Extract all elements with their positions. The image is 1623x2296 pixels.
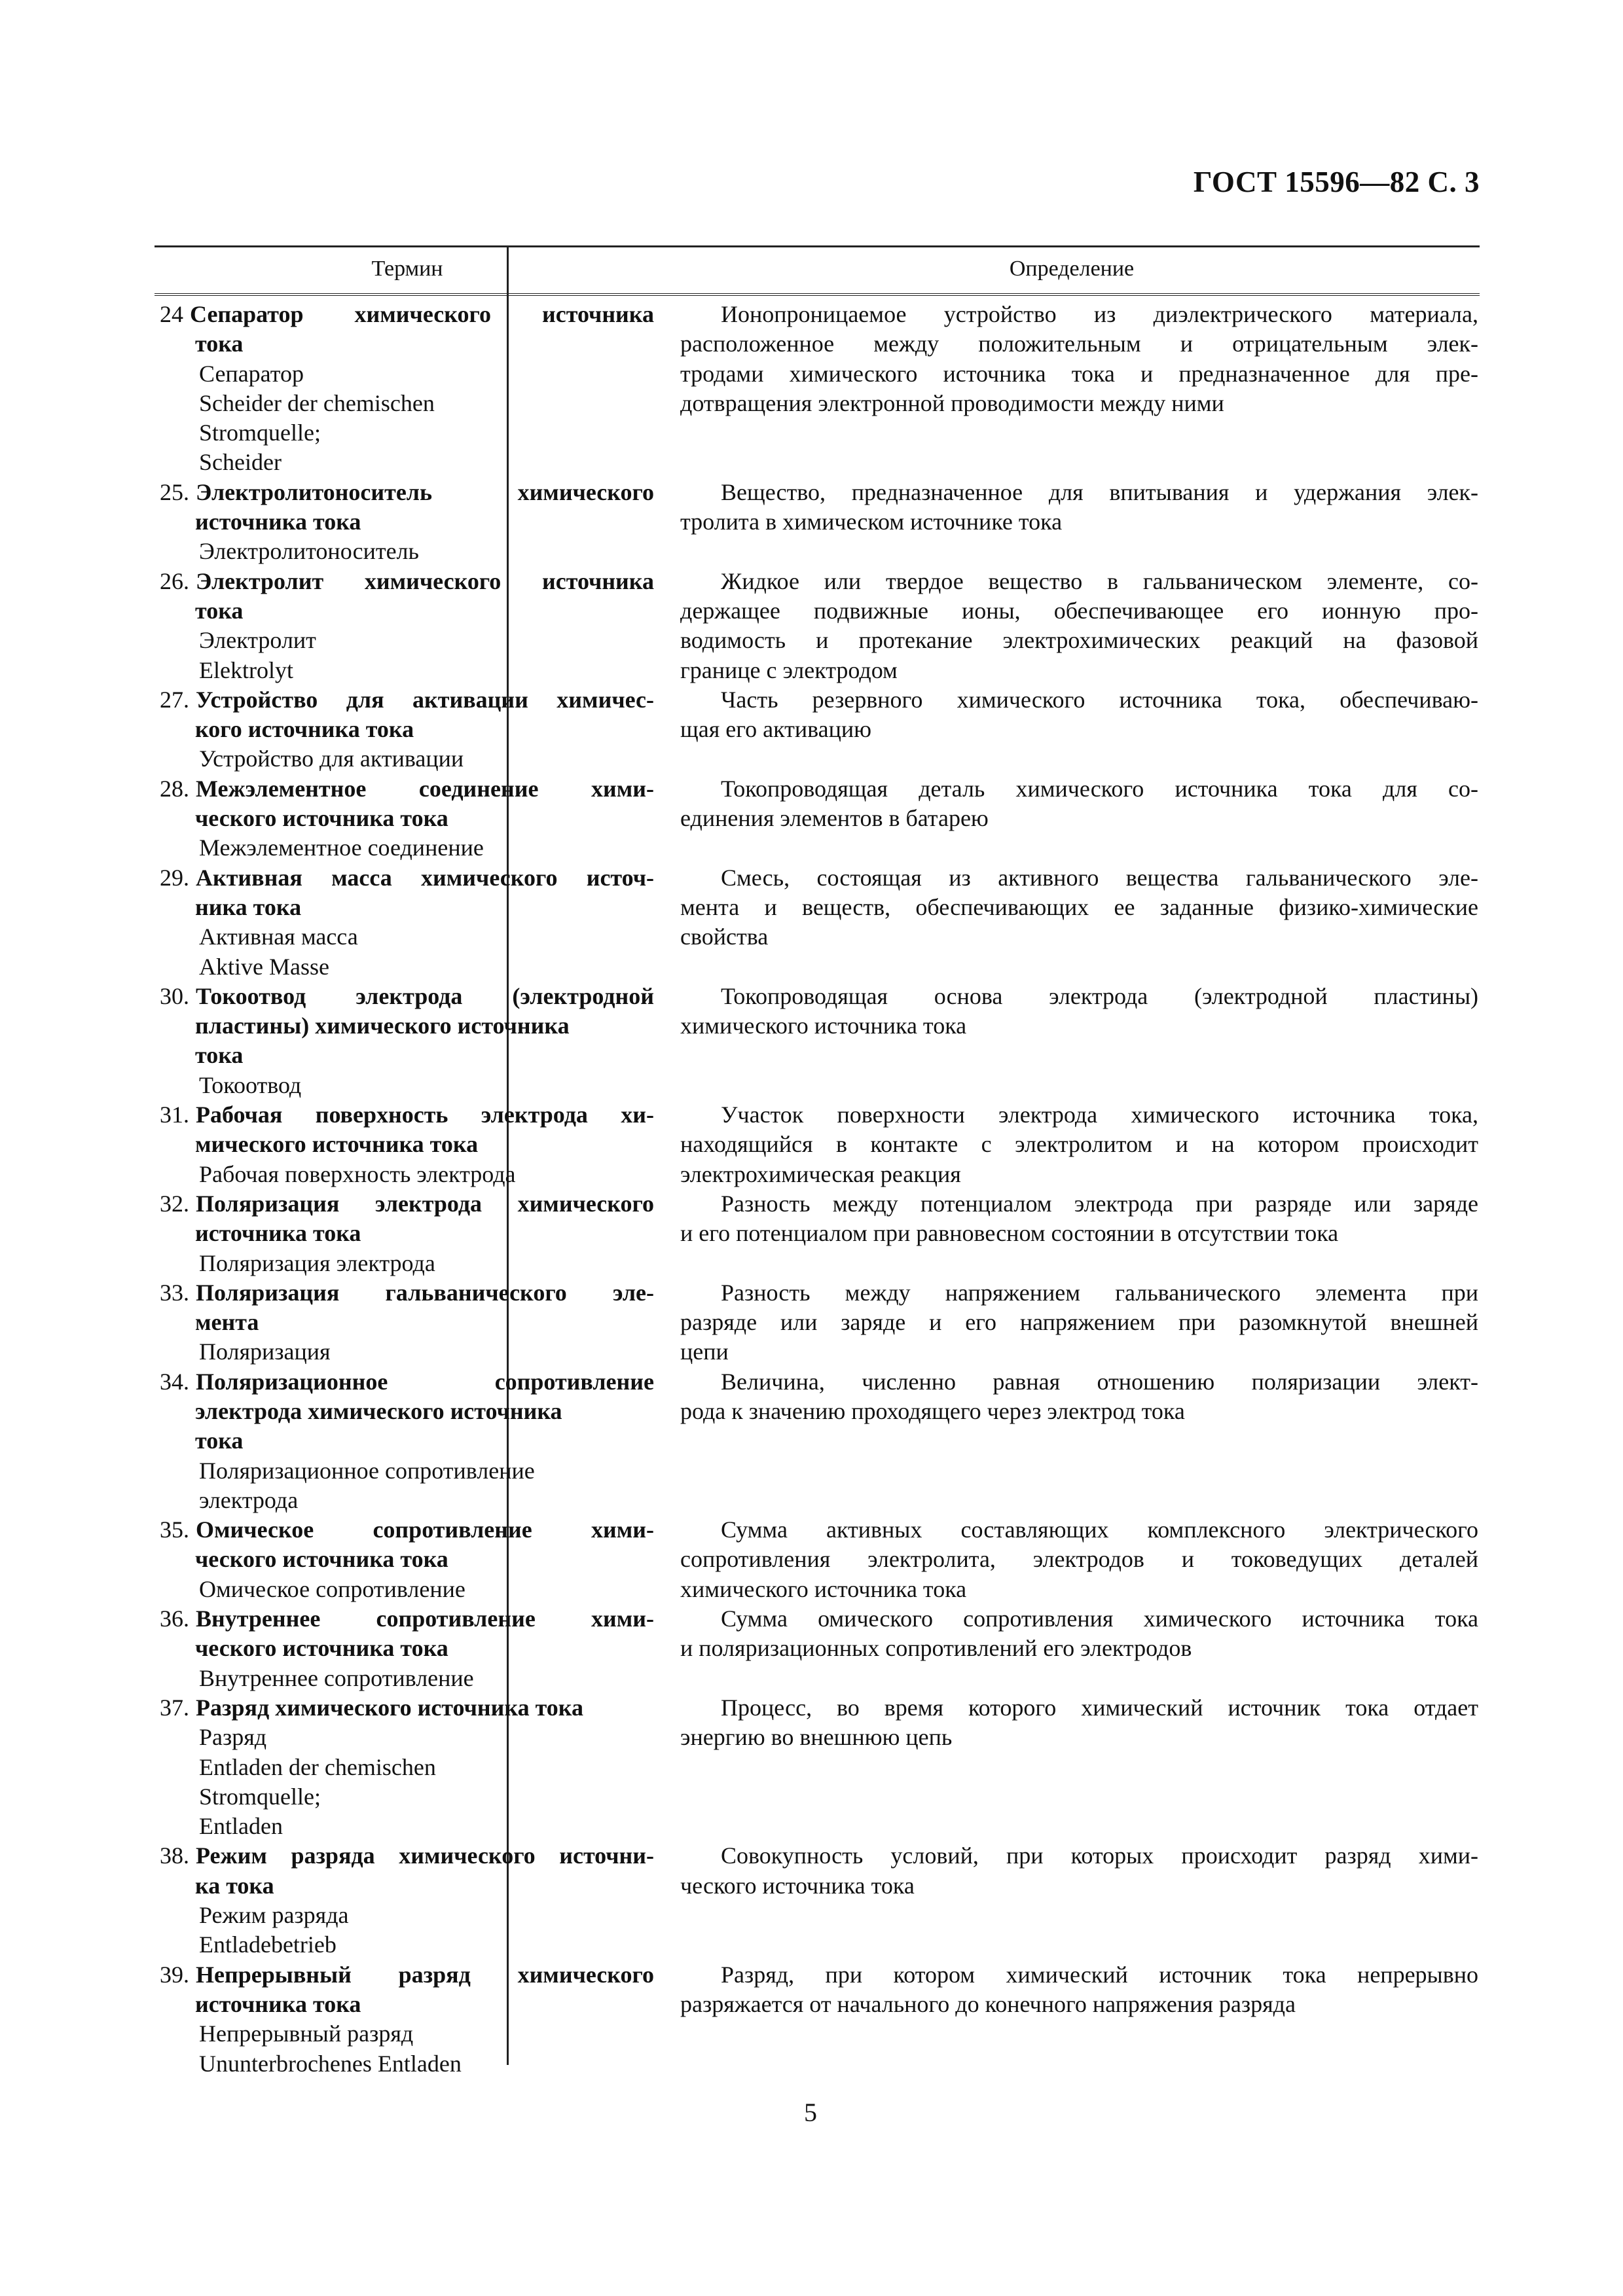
definition-line: Жидкое или твердое вещество в гальваническом элементе, со- (721, 567, 1478, 594)
definition-line: Токопроводящая деталь химического источника тока для со- (721, 775, 1478, 802)
table-row (155, 1189, 1480, 1278)
term-synonym: Сепаратор (199, 360, 304, 387)
table-row (155, 1841, 1480, 1960)
term-synonym: Устройство для активации (199, 745, 464, 772)
definition-cell (662, 567, 1480, 685)
term-cell (155, 982, 662, 1100)
term-title: Разряд химического источника тока (196, 1694, 583, 1721)
term-title: Электролит химического источника (196, 567, 654, 594)
table-row (155, 1693, 1480, 1841)
definition-line: Разность между потенциалом электрода при разряде или заряде (721, 1190, 1478, 1217)
term-synonym: Межэлементное соединение (199, 834, 484, 861)
term-number: 32. (160, 1190, 189, 1217)
definition-line: и поляризационных сопротивлений его электродов (680, 1635, 1192, 1662)
term-number: 36. (160, 1605, 189, 1632)
term-number: 34. (160, 1368, 189, 1395)
definition-cell (662, 982, 1480, 1100)
table-row (155, 1278, 1480, 1367)
definition-line: Величина, численно равная отношению поляризации элект- (721, 1368, 1478, 1395)
definition-line: химического источника тока (680, 1013, 967, 1039)
definition-line: Вещество, предназначенное для впитывания и удержания элек- (721, 478, 1478, 505)
table-row (155, 1604, 1480, 1693)
table-row (155, 478, 1480, 567)
definition-line: цепи (680, 1338, 729, 1365)
term-number: 33. (160, 1279, 189, 1306)
definition-line: разряде или заряде и его напряжением при разомкнутой внешней (680, 1309, 1478, 1336)
definition-line: тролита в химическом источнике тока (680, 509, 1063, 535)
term-cell (155, 1189, 662, 1278)
term-number: 26. (160, 567, 189, 594)
definition-cell (662, 1604, 1480, 1693)
terms-table (155, 245, 1480, 296)
definition-line: разряжается от начального до конечного напряжения разряда (680, 1990, 1296, 2017)
term-title-continued: мента (195, 1309, 259, 1336)
term-cell (155, 774, 662, 863)
term-cell (155, 1100, 662, 1189)
definition-cell (662, 1693, 1480, 1841)
definition-line: ческого источника тока (680, 1872, 915, 1899)
term-synonym: Поляризационное сопротивление (199, 1457, 535, 1484)
definition-line: Участок поверхности электрода химического источника тока, (721, 1102, 1478, 1128)
term-title-continued: мического источника тока (195, 1131, 479, 1158)
term-cell (155, 300, 662, 478)
term-synonym: Омическое сопротивление (199, 1575, 465, 1602)
table-row (155, 567, 1480, 685)
term-synonym: Режим разряда (199, 1902, 349, 1929)
term-synonym: Elektrolyt (199, 656, 293, 683)
term-synonym: Scheider (199, 449, 282, 476)
definition-line: Разряд, при котором химический источник тока непрерывно (721, 1961, 1478, 1988)
term-number: 38. (160, 1842, 189, 1869)
term-synonym: Stromquelle; (199, 420, 321, 446)
term-title-continued: ника тока (195, 893, 302, 920)
term-title: Режим разряда химического источни- (196, 1842, 654, 1869)
term-number: 27. (160, 686, 189, 713)
definition-line: Разность между напряжением гальванического элемента при (721, 1279, 1478, 1306)
definition-line: химического источника тока (680, 1575, 967, 1602)
definition-line: единения элементов в батарею (680, 805, 989, 832)
table-header (155, 245, 1480, 296)
definition-cell (662, 1367, 1480, 1515)
term-title: Поляризационное сопротивление (196, 1368, 654, 1395)
definition-line: тродами химического источника тока и предназначенное для пре- (680, 360, 1478, 387)
term-cell (155, 478, 662, 567)
term-cell (155, 863, 662, 982)
definition-line: мента и веществ, обеспечивающих ее заданные физико-химические (680, 893, 1478, 920)
term-synonym: Stromquelle; (199, 1783, 321, 1810)
table-row (155, 1960, 1480, 2079)
term-title: Токоотвод электрода (электродной (196, 982, 654, 1009)
definition-cell (662, 1960, 1480, 2079)
definition-line: Совокупность условий, при которых происходит разряд хими- (721, 1842, 1478, 1869)
term-title-continued: ка тока (195, 1872, 274, 1899)
document-code-header: ГОСТ 15596—82 С. 3 (1193, 166, 1480, 198)
term-title-continued: тока (195, 1042, 244, 1069)
definition-cell (662, 863, 1480, 982)
term-synonym: Aktive Masse (199, 953, 329, 980)
definition-line: Процесс, во время которого химический источник тока отдает (721, 1694, 1478, 1721)
term-title: Сепаратор химического источника (190, 301, 654, 327)
definition-line: границе с электродом (680, 656, 898, 683)
term-synonym: Активная масса (199, 924, 358, 950)
term-synonym: Scheider der chemischen (199, 389, 435, 416)
term-synonym: Электролит (199, 627, 316, 654)
definition-line: Токопроводящая основа электрода (электродной пластины) (721, 982, 1478, 1009)
table-row (155, 982, 1480, 1100)
definition-line: энергию во внешнюю цепь (680, 1724, 953, 1751)
definition-cell (662, 1278, 1480, 1367)
definition-cell (662, 1841, 1480, 1960)
definition-line: расположенное между положительным и отрицательным элек- (680, 331, 1478, 357)
term-synonym: Ununterbrochenes Entladen (199, 2050, 462, 2077)
term-synonym: Разряд (199, 1724, 267, 1751)
term-synonym: Рабочая поверхность электрода (199, 1160, 516, 1187)
table-body (155, 300, 1480, 2079)
term-title-continued: источника тока (195, 509, 361, 535)
term-synonym: Поляризация электрода (199, 1249, 435, 1276)
page-number: 5 (804, 2098, 817, 2127)
term-synonym: Entladebetrieb (199, 1931, 337, 1958)
term-title-continued: электрода химического источника (195, 1397, 562, 1424)
definition-line: Сумма активных составляющих комплексного электрического (721, 1516, 1478, 1543)
definition-cell (662, 1189, 1480, 1278)
definition-line: рода к значению проходящего через электрод тока (680, 1397, 1185, 1424)
table-row (155, 1515, 1480, 1604)
definition-cell (662, 478, 1480, 567)
term-title-continued: тока (195, 597, 244, 624)
term-synonym: Электролитоноситель (199, 538, 419, 565)
definition-line: электрохимическая реакция (680, 1160, 961, 1187)
term-title: Непрерывный разряд химического (196, 1961, 654, 1988)
term-cell (155, 1693, 662, 1841)
term-cell (155, 567, 662, 685)
term-title: Поляризация электрода химического (196, 1190, 654, 1217)
table-row (155, 863, 1480, 982)
definition-line: Ионопроницаемое устройство из диэлектрического материала, (721, 301, 1478, 327)
term-title: Омическое сопротивление хими- (196, 1516, 654, 1543)
term-title-continued: источника тока (195, 1220, 361, 1247)
term-cell (155, 1841, 662, 1960)
term-title-continued: источника тока (195, 1990, 361, 2017)
definition-line: Смесь, состоящая из активного вещества гальванического эле- (721, 864, 1478, 891)
term-title: Активная масса химического источ- (196, 864, 654, 891)
column-header-term: Термин (371, 257, 443, 281)
definition-line: Сумма омического сопротивления химического источника тока (721, 1605, 1478, 1632)
definition-line: и его потенциалом при равновесном состоянии в отсутствии тока (680, 1220, 1339, 1247)
term-title-continued: тока (195, 1427, 244, 1454)
term-number: 25. (160, 478, 189, 505)
term-number: 37. (160, 1694, 189, 1721)
term-cell (155, 1515, 662, 1604)
table-row (155, 774, 1480, 863)
term-title: Устройство для активации химичес- (196, 686, 654, 713)
term-number: 39. (160, 1961, 189, 1988)
term-number: 35. (160, 1516, 189, 1543)
term-synonym: Токоотвод (199, 1071, 302, 1098)
term-title-continued: тока (195, 331, 244, 357)
term-title: Электролитоноситель химического (196, 478, 654, 505)
term-synonym: Entladen (199, 1813, 283, 1840)
term-number: 28. (160, 775, 189, 802)
column-header-definition: Определение (1009, 257, 1135, 281)
term-synonym: Непрерывный разряд (199, 2020, 414, 2047)
definition-line: щая его активацию (680, 716, 872, 743)
term-title-continued: ческого источника тока (195, 1635, 448, 1662)
term-cell (155, 685, 662, 774)
table-row (155, 1100, 1480, 1189)
table-row (155, 1367, 1480, 1515)
term-title: Рабочая поверхность электрода хи- (196, 1102, 654, 1128)
term-cell (155, 1278, 662, 1367)
term-number: 30. (160, 982, 189, 1009)
term-synonym: Поляризация (199, 1338, 331, 1365)
term-synonym: Entladen der chemischen (199, 1753, 436, 1780)
term-cell (155, 1367, 662, 1515)
term-cell (155, 1960, 662, 2079)
term-title-continued: ческого источника тока (195, 1546, 448, 1573)
definition-line: держащее подвижные ионы, обеспечивающее его ионную про- (680, 597, 1478, 624)
definition-cell (662, 685, 1480, 774)
definition-line: свойства (680, 924, 769, 950)
definition-line: Часть резервного химического источника тока, обеспечиваю- (721, 686, 1478, 713)
term-number: 31. (160, 1102, 189, 1128)
table-row (155, 300, 1480, 478)
term-title: Межэлементное соединение хими- (196, 775, 654, 802)
definition-line: водимость и протекание электрохимических реакций на фазовой (680, 627, 1478, 654)
definition-line: сопротивления электролита, электродов и токоведущих деталей (680, 1546, 1478, 1573)
definition-line: дотвращения электронной проводимости между ними (680, 389, 1224, 416)
term-number: 24 (160, 301, 183, 327)
term-number: 29. (160, 864, 189, 891)
term-title-continued: ческого источника тока (195, 805, 448, 832)
term-title-continued: кого источника тока (195, 716, 414, 743)
definition-cell (662, 1515, 1480, 1604)
definition-cell (662, 1100, 1480, 1189)
term-title: Поляризация гальванического эле- (196, 1279, 654, 1306)
term-cell (155, 1604, 662, 1693)
table-row (155, 685, 1480, 774)
definition-cell (662, 300, 1480, 478)
term-synonym: Внутреннее сопротивление (199, 1664, 474, 1691)
definition-line: находящийся в контакте с электролитом и на котором происходит (680, 1131, 1478, 1158)
term-synonym: электрода (199, 1486, 299, 1513)
term-title-continued: пластины) химического источника (195, 1013, 570, 1039)
term-title: Внутреннее сопротивление хими- (196, 1605, 654, 1632)
definition-cell (662, 774, 1480, 863)
